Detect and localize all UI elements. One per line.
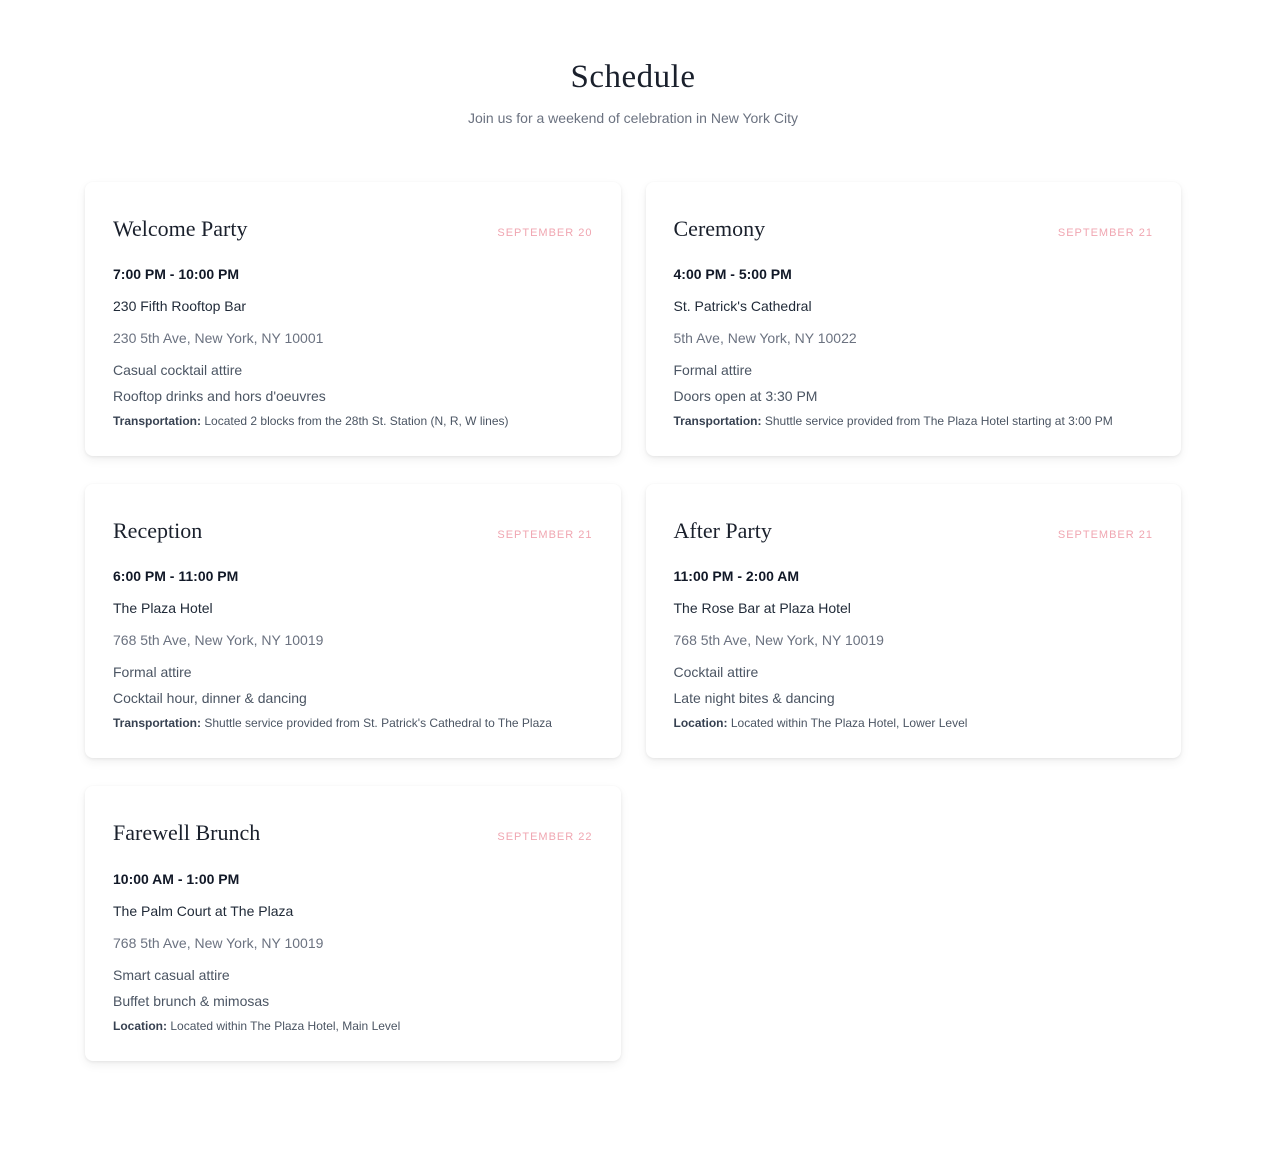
event-note-label: Location: (113, 1018, 167, 1033)
event-attire: Formal attire (113, 664, 192, 681)
event-description: Doors open at 3:30 PM (673, 387, 818, 404)
event-note-text: Located within The Plaza Hotel, Main Level (170, 1018, 401, 1033)
event-note (113, 1018, 593, 1035)
event-time: 6:00 PM - 11:00 PM (113, 568, 239, 585)
event-note-text: Shuttle service provided from St. Patrick's Cathedral to The Plaza (204, 716, 552, 731)
event-description: Rooftop drinks and hors d'oeuvres (113, 387, 326, 404)
event-venue: St. Patrick's Cathedral (673, 297, 812, 314)
event-date: SEPTEMBER 21 (497, 528, 593, 541)
event-title: Farewell Brunch (113, 820, 261, 846)
event-note-label: Transportation: (673, 413, 762, 428)
event-attire: Casual cocktail attire (113, 361, 243, 378)
event-note-label: Location: (673, 716, 728, 731)
event-title: Welcome Party (113, 215, 248, 241)
event-note (674, 413, 1154, 430)
event-note (113, 715, 593, 732)
event-description: Late night bites & dancing (673, 690, 835, 707)
event-address: 768 5th Ave, New York, NY 10019 (113, 934, 324, 951)
event-note (674, 715, 1154, 732)
page-header (0, 0, 1266, 126)
event-venue: The Plaza Hotel (113, 600, 213, 617)
event-date: SEPTEMBER 20 (497, 226, 593, 239)
event-note-text: Shuttle service provided from The Plaza Hotel starting at 3:00 PM (764, 413, 1113, 428)
event-title: Reception (113, 517, 203, 543)
event-address: 230 5th Ave, New York, NY 10001 (113, 329, 324, 346)
event-time: 10:00 AM - 1:00 PM (113, 870, 240, 887)
page-title: Schedule (570, 59, 696, 95)
event-title: After Party (673, 517, 772, 543)
event-date: SEPTEMBER 21 (1057, 226, 1153, 239)
event-card-header (674, 216, 1154, 242)
event-card-header (113, 518, 593, 544)
event-time: 7:00 PM - 10:00 PM (113, 265, 240, 282)
event-venue: 230 Fifth Rooftop Bar (113, 297, 247, 314)
event-attire: Smart casual attire (113, 966, 230, 983)
event-card (85, 182, 621, 456)
event-note-text: Located within The Plaza Hotel, Lower Level (730, 716, 968, 731)
event-title: Ceremony (673, 215, 766, 241)
event-card-header (113, 820, 593, 846)
event-time: 4:00 PM - 5:00 PM (673, 265, 792, 282)
event-note-text: Located 2 blocks from the 28th St. Station (N, R, W lines) (204, 413, 509, 428)
event-address: 768 5th Ave, New York, NY 10019 (673, 632, 884, 649)
event-card (646, 484, 1182, 758)
event-card (85, 484, 621, 758)
event-note-label: Transportation: (113, 716, 202, 731)
event-date: SEPTEMBER 21 (1057, 528, 1153, 541)
event-card-header (113, 216, 593, 242)
events-grid (85, 182, 1181, 1121)
event-time: 11:00 PM - 2:00 AM (673, 568, 800, 585)
event-card (85, 786, 621, 1060)
event-attire: Formal attire (673, 361, 753, 378)
event-note (113, 413, 593, 430)
event-attire: Cocktail attire (673, 664, 759, 681)
event-description: Cocktail hour, dinner & dancing (113, 690, 307, 707)
event-card (646, 182, 1182, 456)
event-note-label: Transportation: (113, 413, 202, 428)
page-subtitle: Join us for a weekend of celebration in New York City (468, 109, 798, 126)
event-description: Buffet brunch & mimosas (113, 992, 270, 1009)
event-address: 5th Ave, New York, NY 10022 (673, 329, 857, 346)
event-date: SEPTEMBER 22 (497, 831, 593, 844)
event-card-header (674, 518, 1154, 544)
event-venue: The Palm Court at The Plaza (113, 902, 294, 919)
event-venue: The Rose Bar at Plaza Hotel (673, 600, 851, 617)
event-address: 768 5th Ave, New York, NY 10019 (113, 632, 324, 649)
